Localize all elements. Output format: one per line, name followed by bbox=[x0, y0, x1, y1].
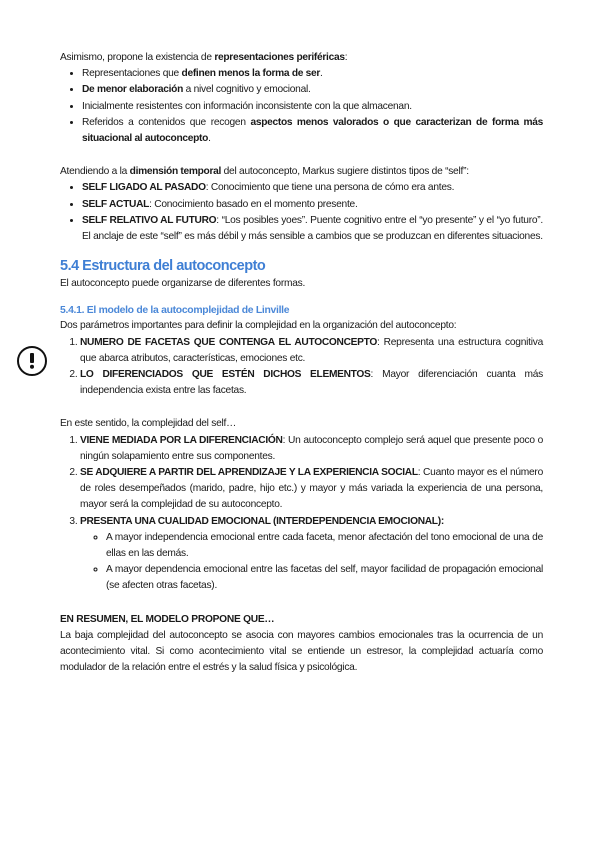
temporal-paragraph: Atendiendo a la dimensión temporal del autoconcepto, Markus sugiere distintos tipos de “self”: bbox=[60, 166, 469, 178]
list-item: • Inicialmente resistentes con información inconsistente con la que almacenan. bbox=[82, 99, 543, 115]
section-title: 5.4 Estructura del autoconcepto bbox=[60, 258, 266, 275]
list-item: 2. LO DIFERENCIADOS QUE ESTÉN DICHOS ELEMENTOS: Mayor diferenciación cuanta más independencia exista entre las facetas. bbox=[80, 367, 543, 399]
list-item: • SELF LIGADO AL PASADO: Conocimiento que tiene una persona de cómo era antes. bbox=[82, 180, 543, 196]
document-page bbox=[60, 50, 543, 677]
complexity-list bbox=[60, 433, 543, 595]
list-item: 2. SE ADQUIERE A PARTIR DEL APRENDIZAJE Y LA EXPERIENCIA SOCIAL: Cuanto mayor es el número de roles desempeñados (marido, padre, hijo etc.) y mayor y más variada la experiencia de una persona, mayor será la complejidad de su autoconcepto. bbox=[80, 465, 543, 514]
intro-paragraph: Asimismo, propone la existencia de representaciones periféricas: bbox=[60, 52, 348, 63]
exclamation-circle-icon bbox=[17, 346, 47, 376]
parameters-list bbox=[60, 335, 543, 400]
exclamation-glyph bbox=[29, 353, 35, 369]
list-item: • Referidos a contenidos que recogen aspectos menos valorados o que caracterizan de forma más situacional al autoconcepto. bbox=[82, 115, 543, 147]
complexity-intro: En este sentido, la complejidad del self… bbox=[60, 418, 237, 430]
section-intro: El autoconcepto puede organizarse de diferentes formas. bbox=[60, 278, 306, 290]
list-item: • Representaciones que definen menos la forma de ser. bbox=[82, 66, 543, 82]
list-item: • SELF ACTUAL: Conocimiento basado en el momento presente. bbox=[82, 197, 543, 213]
list-item: • SELF RELATIVO AL FUTURO: “Los posibles yoes”. Puente cognitivo entre el “yo presente” y el “yo futuro”. El anclaje de este “self” es más débil y más sensible a cambios que se produzcan en diferentes situaciones. bbox=[82, 213, 543, 245]
peripheral-list bbox=[60, 66, 543, 147]
list-item: 1. NUMERO DE FACETAS QUE CONTENGA EL AUTOCONCEPTO: Representa una estructura cognitiva que abarca atributos, características, emociones etc. bbox=[80, 335, 543, 367]
temporal-list bbox=[60, 180, 543, 245]
subsection-title: 5.4.1. El modelo de la autocomplejidad de Linville bbox=[60, 305, 290, 317]
summary-heading: EN RESUMEN, EL MODELO PROPONE QUE… bbox=[60, 613, 275, 625]
subsection-intro: Dos parámetros importantes para definir la complejidad en la organización del autoconcepto: bbox=[60, 320, 457, 332]
summary-text: La baja complejidad del autoconcepto se asocia con mayores cambios emocionales tras la ocurrencia de un acontecimiento vital. Si como acontecimiento vital se entiende un estresor, la complejidad actuaría como modulador de la relación entre el estrés y la salud física y psicológica. bbox=[60, 629, 543, 674]
list-item: 1. VIENE MEDIADA POR LA DIFERENCIACIÓN: Un autoconcepto complejo será aquel que presente poco o ningún solapamiento entre sus componentes. bbox=[80, 433, 543, 465]
emotional-sublist bbox=[80, 530, 543, 595]
list-item: • De menor elaboración a nivel cognitivo y emocional. bbox=[82, 82, 543, 98]
sublist-item: ◦ A mayor dependencia emocional entre las facetas del self, mayor facilidad de propagación emocional (se afecten otras facetas). bbox=[106, 562, 543, 594]
sublist-item: ◦ A mayor independencia emocional entre cada faceta, menor afectación del tono emocional de una de ellas en las demás. bbox=[106, 530, 543, 562]
list-item: 3. PRESENTA UNA CUALIDAD EMOCIONAL (INTERDEPENDENCIA EMOCIONAL): ◦ A mayor independencia emocional entre cada faceta, menor afectación del tono emocional de una de ellas en las demás. ◦ A mayor dependencia emocional entre las facetas del self, mayor facilidad de propagación emocional (se afecten otras facetas). bbox=[80, 514, 543, 595]
